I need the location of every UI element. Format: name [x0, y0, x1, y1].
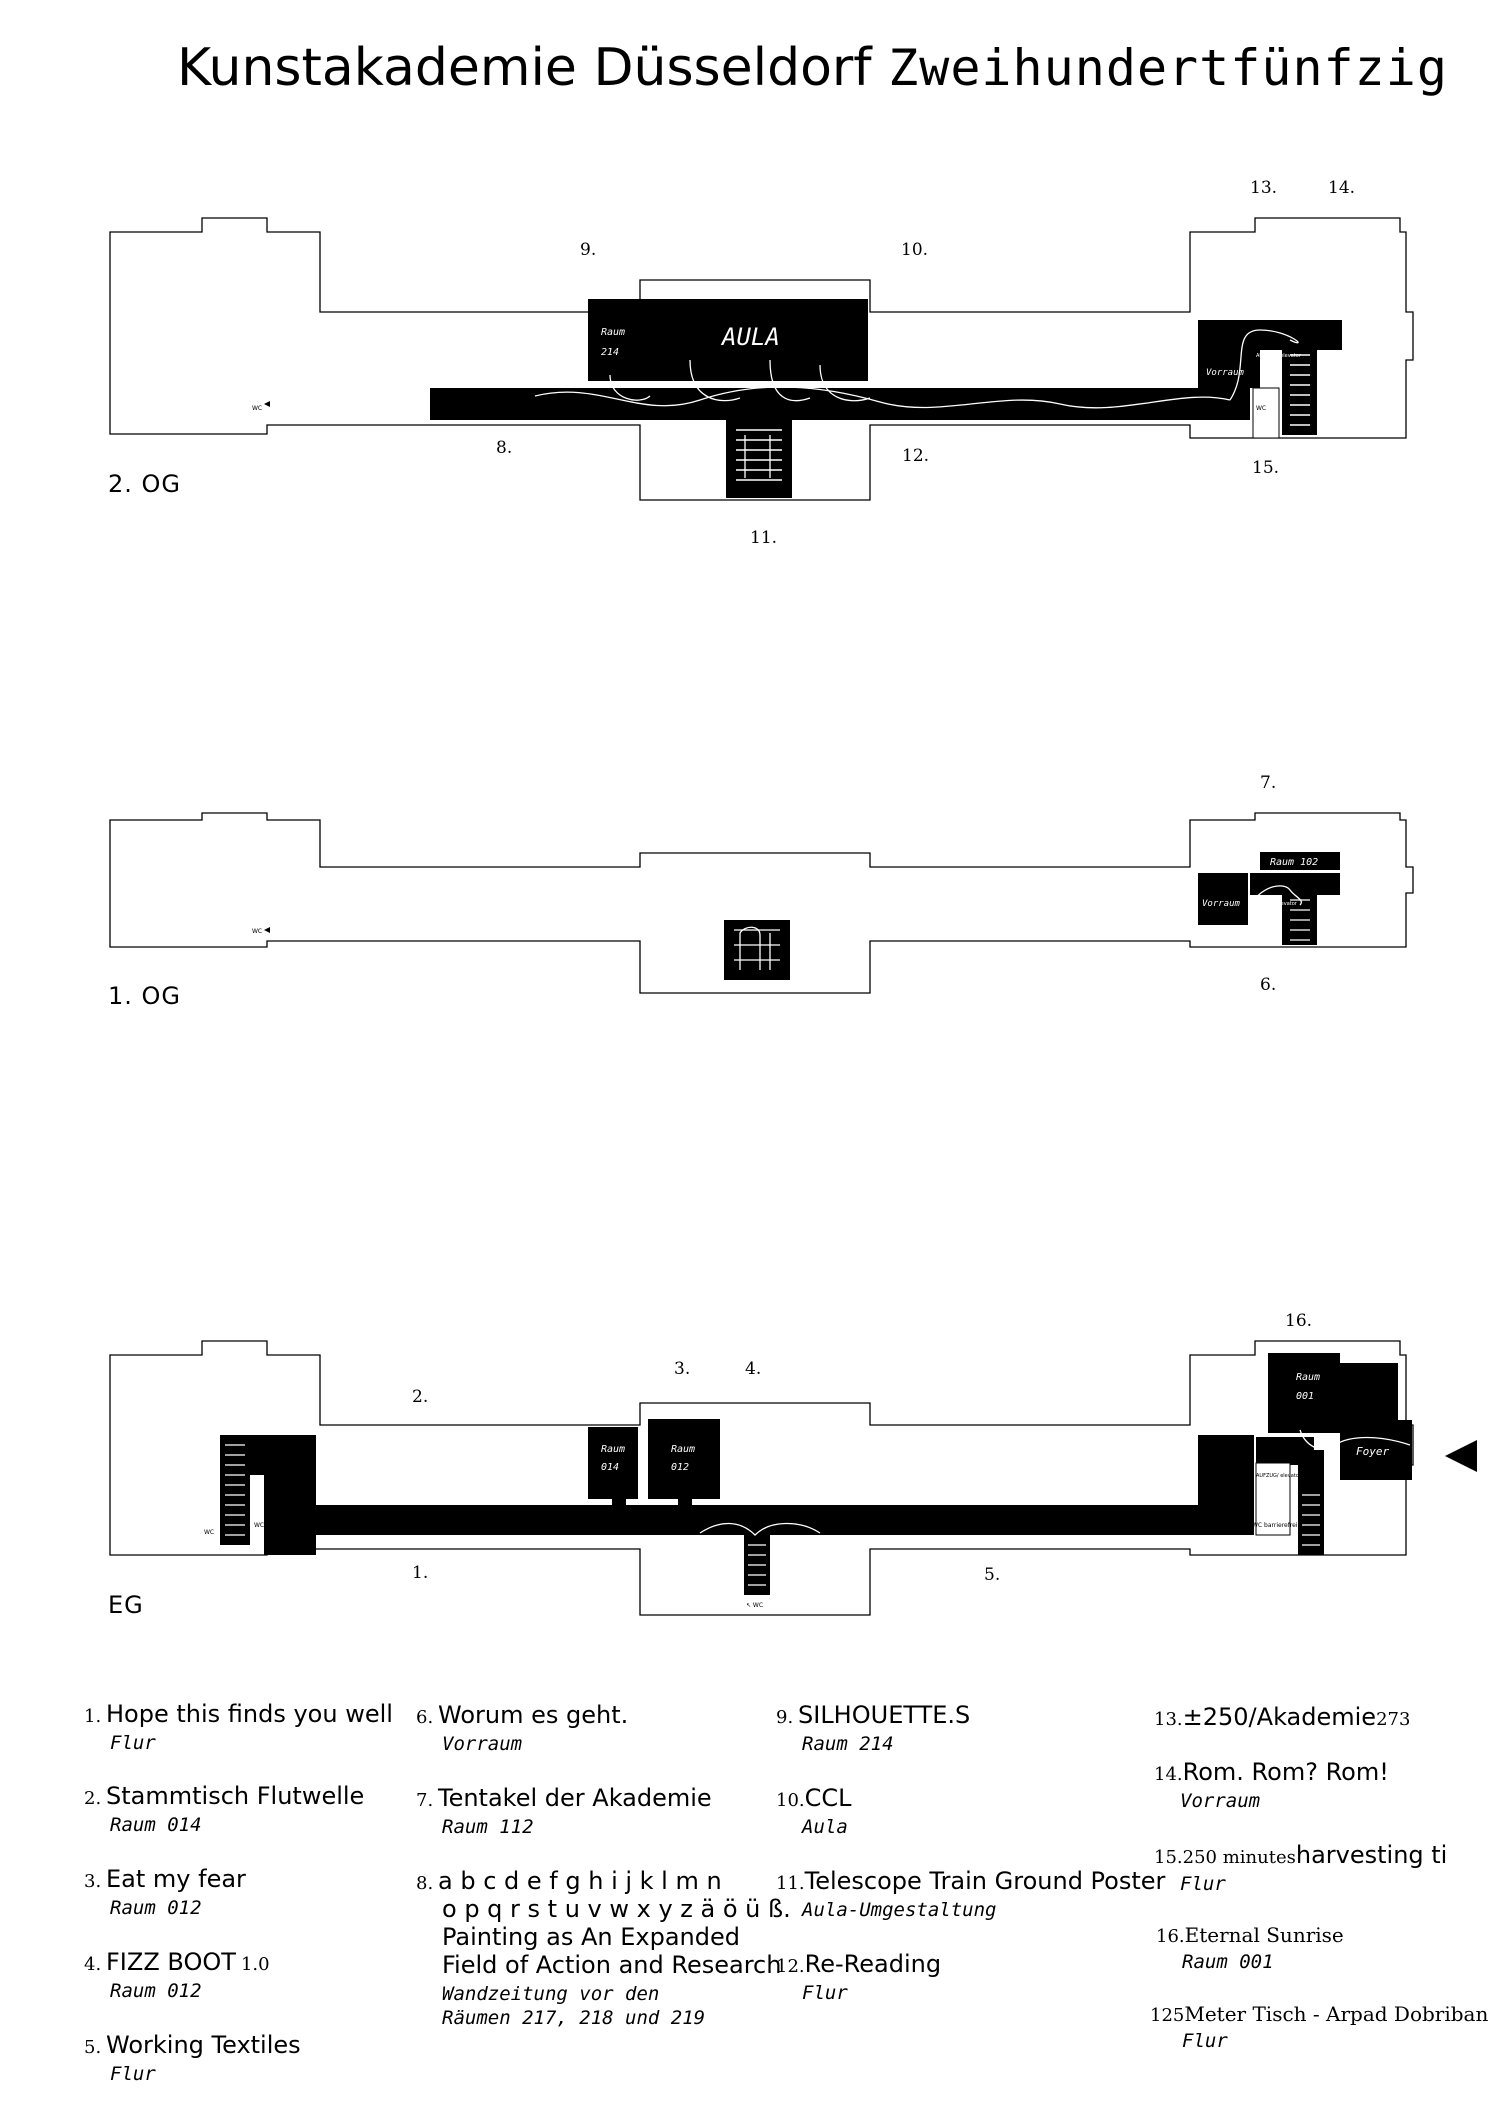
marker-16: 16.	[1285, 1311, 1313, 1331]
marker-5: 5.	[984, 1565, 1001, 1585]
legend-location: Raum 001	[1182, 1951, 1274, 1973]
legend-location: Vorraum	[442, 1733, 523, 1755]
marker-9: 9.	[580, 240, 597, 260]
legend-title: Eternal Sunrise	[1184, 1923, 1344, 1947]
legend-number: 13.	[1154, 1709, 1183, 1730]
legend-title: Stammtisch Flutwelle	[106, 1782, 365, 1810]
legend-item-15	[1154, 1841, 1447, 1895]
room-102-label: Raum 102	[1270, 857, 1319, 868]
room-012-label-b: 012	[671, 1462, 690, 1473]
legend-title-line4: Field of Action and Research	[442, 1951, 782, 1979]
legend-item-9	[776, 1701, 970, 1755]
legend-title: Rom. Rom? Rom!	[1182, 1758, 1389, 1786]
legend-location: Raum 014	[110, 1814, 202, 1836]
marker-1: 1.	[412, 1563, 429, 1583]
legend-title: SILHOUETTE.S	[798, 1701, 971, 1729]
legend-number: 16.	[1156, 1926, 1185, 1947]
legend-item-1	[84, 1700, 393, 1754]
legend-location: Raum 012	[110, 1897, 202, 1919]
marker-7: 7.	[1260, 773, 1277, 793]
marker-10: 10.	[901, 240, 929, 260]
legend-location: Raum 214	[802, 1733, 894, 1755]
elevator-label-1og: AUFZUG/ elevator	[1252, 901, 1297, 907]
floorplan-eg	[0, 1295, 1500, 1675]
title-part1: Kunstakademie Düsseldorf	[177, 38, 872, 98]
wc-label-eg-a: WC	[204, 1529, 215, 1536]
legend-item-6	[416, 1701, 628, 1755]
legend-item-2	[84, 1782, 364, 1836]
floor-label-1og: 1. OG	[108, 982, 182, 1010]
entrance-arrow-icon	[1445, 1440, 1477, 1472]
floorplan-2og-svg	[0, 160, 1500, 560]
legend-number: 10.	[776, 1790, 805, 1811]
wc-accessible-label: WC barrierefrei	[1252, 1522, 1298, 1529]
room-012-label-a: Raum	[671, 1444, 696, 1455]
legend-location: Flur	[802, 1982, 848, 2004]
legend-location: Raum 112	[442, 1816, 534, 1838]
legend-number: 2.	[84, 1788, 102, 1809]
legend-title-extra: 1.0	[240, 1954, 270, 1975]
legend-item-7	[416, 1784, 712, 1838]
marker-3: 3.	[674, 1359, 691, 1379]
marker-13: 13.	[1250, 178, 1278, 198]
wc-label-eg-b: WC	[254, 1522, 265, 1529]
marker-11: 11.	[750, 528, 778, 548]
wc-label-right: WC	[1256, 405, 1267, 412]
legend-number: 14.	[1154, 1764, 1183, 1785]
legend-title-line2: o p q r s t u v w x y z ä ö ü ß.	[442, 1895, 791, 1923]
legend-title: Eat my fear	[106, 1865, 246, 1893]
legend-title: Meter Tisch - Arpad Dobriban	[1184, 2002, 1489, 2026]
legend-item-11	[776, 1867, 1165, 1921]
legend-location: Flur	[110, 2063, 156, 2085]
legend-number: 9.	[776, 1707, 794, 1728]
room-214-label-b: 214	[601, 347, 620, 358]
legend-location: Vorraum	[1180, 1790, 1261, 1812]
marker-8: 8.	[496, 438, 513, 458]
floorplan-eg-svg	[0, 1295, 1500, 1675]
page-title	[177, 38, 1448, 98]
marker-6: 6.	[1260, 975, 1277, 995]
aula-label: AULA	[722, 323, 780, 351]
legend-title: Tentakel der Akademie	[438, 1784, 712, 1812]
room-014-label-a: Raum	[601, 1444, 626, 1455]
stairs-wc-label: ↖ WC	[746, 1602, 764, 1609]
wc-arrow-icon-1og	[264, 927, 270, 933]
marker-14: 14.	[1328, 178, 1356, 198]
legend-item-8	[416, 1867, 791, 2029]
legend-number: 11.	[776, 1873, 805, 1894]
legend-title: Hope this finds you well	[106, 1700, 393, 1728]
legend-title: Working Textiles	[106, 2031, 301, 2059]
legend-title-extra: harvesting ti	[1295, 1841, 1448, 1869]
legend-item-10	[776, 1784, 852, 1838]
legend-title-line3: Painting as An Expanded	[442, 1923, 740, 1951]
legend-item-16	[1156, 1923, 1344, 1973]
legend-title: Worum es geht.	[438, 1701, 629, 1729]
legend-item-12	[776, 1950, 941, 2004]
elevator-label: AUFZUG/ elevator	[1256, 353, 1301, 359]
wc-label-1og-right: WC	[1250, 930, 1261, 937]
legend-location: Aula-Umgestaltung	[802, 1899, 997, 1921]
legend-number: 4.	[84, 1954, 102, 1975]
vorraum-label: Vorraum	[1206, 368, 1244, 378]
legend-item-14	[1154, 1758, 1389, 1812]
vorraum-label-1og: Vorraum	[1202, 899, 1240, 909]
legend-number: 12.	[776, 1956, 805, 1977]
marker-2: 2.	[412, 1387, 429, 1407]
room-001-label-a: Raum	[1296, 1372, 1321, 1383]
legend-number: 8.	[416, 1873, 434, 1894]
legend-location: Flur	[110, 1732, 156, 1754]
floor-label-eg: EG	[108, 1591, 144, 1619]
legend	[0, 1700, 1500, 2120]
legend-title: a b c d e f g h i j k l m n	[438, 1867, 722, 1895]
legend-location: Flur	[1180, 1873, 1226, 1895]
legend-number: 1.	[84, 1706, 102, 1727]
legend-item-5	[84, 2031, 301, 2085]
legend-location: Flur	[1182, 2030, 1228, 2052]
room-001-label-b: 001	[1296, 1391, 1315, 1402]
room-014-label-b: 014	[601, 1462, 620, 1473]
legend-title: ±250/Akademie	[1182, 1703, 1377, 1731]
wc-label-left: WC	[252, 405, 263, 412]
legend-title: CCL	[804, 1784, 852, 1812]
legend-number: 5.	[84, 2037, 102, 2058]
legend-number: 125	[1150, 2005, 1185, 2026]
legend-number: 15.	[1154, 1847, 1183, 1868]
floorplan-1og	[0, 765, 1500, 1025]
room-214-label-a: Raum	[601, 327, 626, 338]
legend-item-13	[1154, 1703, 1410, 1731]
marker-4: 4.	[745, 1359, 762, 1379]
legend-location: Aula	[802, 1816, 848, 1838]
legend-item-4	[84, 1948, 270, 2002]
legend-title: Re-Reading	[804, 1950, 942, 1978]
legend-location: Raum 012	[110, 1980, 202, 2002]
foyer-label: Foyer	[1356, 1445, 1390, 1458]
legend-item-3	[84, 1865, 246, 1919]
legend-title-extra: 273	[1376, 1709, 1411, 1730]
legend-number: 7.	[416, 1790, 434, 1811]
legend-title: 250 minutes	[1182, 1847, 1296, 1868]
elevator-label-eg: AUFZUG/ elevator	[1256, 1473, 1301, 1479]
floor-label-2og: 2. OG	[108, 470, 182, 498]
legend-item-17	[1150, 2002, 1488, 2052]
floorplan-2og	[0, 160, 1500, 560]
legend-location: Wandzeitung vor den	[442, 1983, 660, 2005]
title-part2: Zweihundertfünfzig	[888, 39, 1448, 97]
legend-number: 6.	[416, 1707, 434, 1728]
wc-label-1og-left: WC	[252, 928, 263, 935]
legend-title: Telescope Train Ground Poster	[804, 1867, 1166, 1895]
legend-title: FIZZ BOOT	[106, 1948, 236, 1976]
wc-arrow-icon	[264, 401, 270, 407]
legend-number: 3.	[84, 1871, 102, 1892]
marker-12: 12.	[902, 446, 930, 466]
legend-location-line2: Räumen 217, 218 und 219	[442, 2007, 706, 2029]
marker-15: 15.	[1252, 458, 1280, 478]
